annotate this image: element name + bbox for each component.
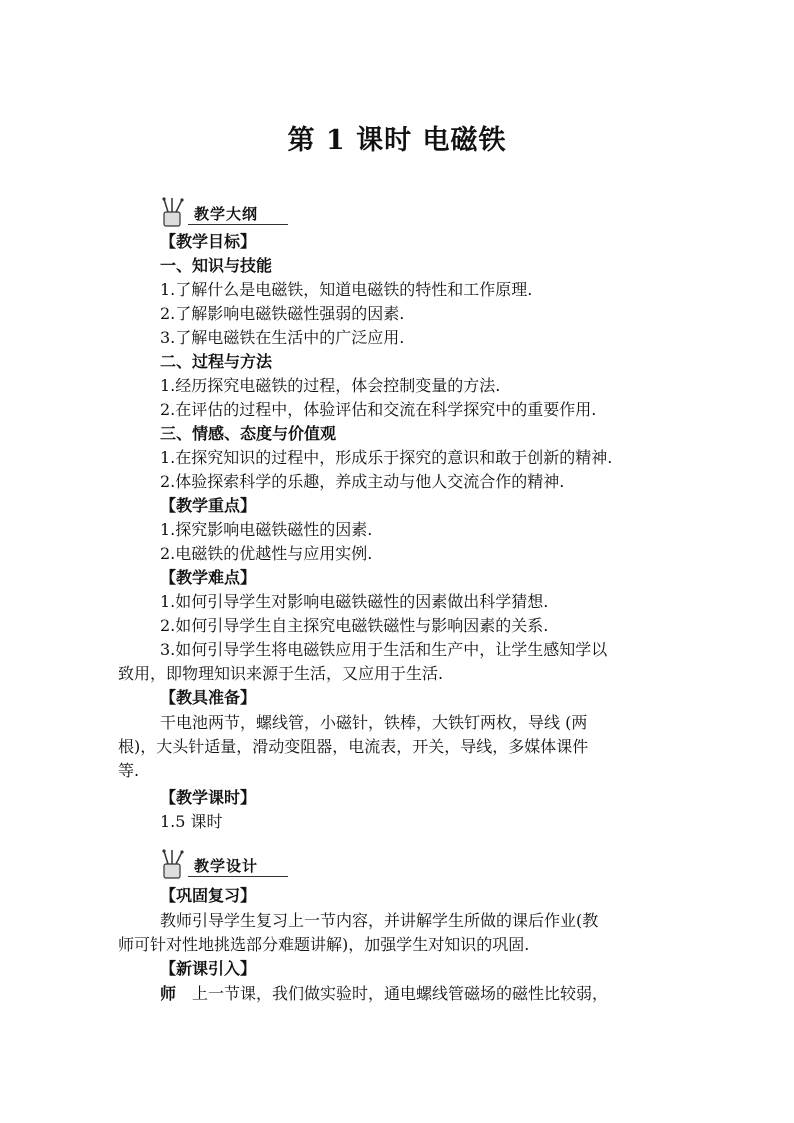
review-text: 师可针对性地挑选部分难题讲解)，加强学生对知识的巩固.: [118, 935, 530, 954]
section-banner-design: [158, 848, 288, 884]
key-points-heading: 【教学重点】: [160, 496, 257, 515]
section2-item: 1.经历探究电磁铁的过程，体会控制变量的方法.: [160, 376, 501, 395]
review-text: 教师引导学生复习上一节内容，并讲解学生所做的课后作业(教: [160, 911, 599, 930]
page-title: 第 1 课时 电磁铁: [287, 125, 507, 156]
difficulties-heading: 【教学难点】: [160, 568, 257, 587]
intro-text: [160, 982, 608, 1006]
section3-item: 1.在探究知识的过程中，形成乐于探究的意识和敢于创新的精神.: [160, 448, 613, 467]
banner-underline: [188, 224, 288, 225]
pen-holder-icon: [158, 196, 192, 230]
difficulty-item: 3.如何引导学生将电磁铁应用于生活和生产中，让学生感知学以: [160, 640, 608, 659]
banner-underline: [188, 876, 288, 877]
pen-holder-icon: [158, 848, 192, 882]
tools-text: 干电池两节，螺线管，小磁针，铁棒，大铁钉两枚，导线 (两: [160, 713, 588, 732]
difficulty-item-continued: 致用，即物理知识来源于生活，又应用于生活.: [118, 664, 444, 683]
objectives-heading: 【教学目标】: [160, 232, 257, 251]
intro-sentence: 上一节课，我们做实验时，通电螺线管磁场的磁性比较弱，: [192, 984, 609, 1003]
section3-item: 2.体验探索科学的乐趣，养成主动与他人交流合作的精神.: [160, 472, 565, 491]
section1-heading: 一、知识与技能: [160, 256, 273, 275]
banner-label: 教学设计: [194, 857, 259, 875]
tools-text: 等.: [118, 761, 140, 780]
section2-heading: 二、过程与方法: [160, 352, 273, 371]
section1-item: 2.了解影响电磁铁磁性强弱的因素.: [160, 304, 405, 323]
speaker-label: 师: [160, 984, 177, 1003]
hours-heading: 【教学课时】: [160, 788, 257, 807]
section2-item: 2.在评估的过程中，体验评估和交流在科学探究中的重要作用.: [160, 400, 597, 419]
key-point-item: 1.探究影响电磁铁磁性的因素.: [160, 520, 373, 539]
section1-item: 3.了解电磁铁在生活中的广泛应用.: [160, 328, 405, 347]
tools-text: 根)，大头针适量，滑动变阻器，电流表，开关，导线，多媒体课件: [118, 737, 589, 756]
difficulty-item: 2.如何引导学生自主探究电磁铁磁性与影响因素的关系.: [160, 616, 549, 635]
difficulty-item: 1.如何引导学生对影响电磁铁磁性的因素做出科学猜想.: [160, 592, 549, 611]
key-point-item: 2.电磁铁的优越性与应用实例.: [160, 544, 373, 563]
hours-value: 1.5 课时: [160, 812, 223, 831]
section-banner-outline: [158, 196, 288, 232]
banner-label: 教学大纲: [194, 205, 259, 223]
intro-heading: 【新课引入】: [160, 959, 257, 978]
tools-heading: 【教具准备】: [160, 688, 257, 707]
review-heading: 【巩固复习】: [160, 886, 257, 905]
section3-heading: 三、情感、态度与价值观: [160, 424, 337, 443]
section1-item: 1.了解什么是电磁铁，知道电磁铁的特性和工作原理.: [160, 280, 533, 299]
